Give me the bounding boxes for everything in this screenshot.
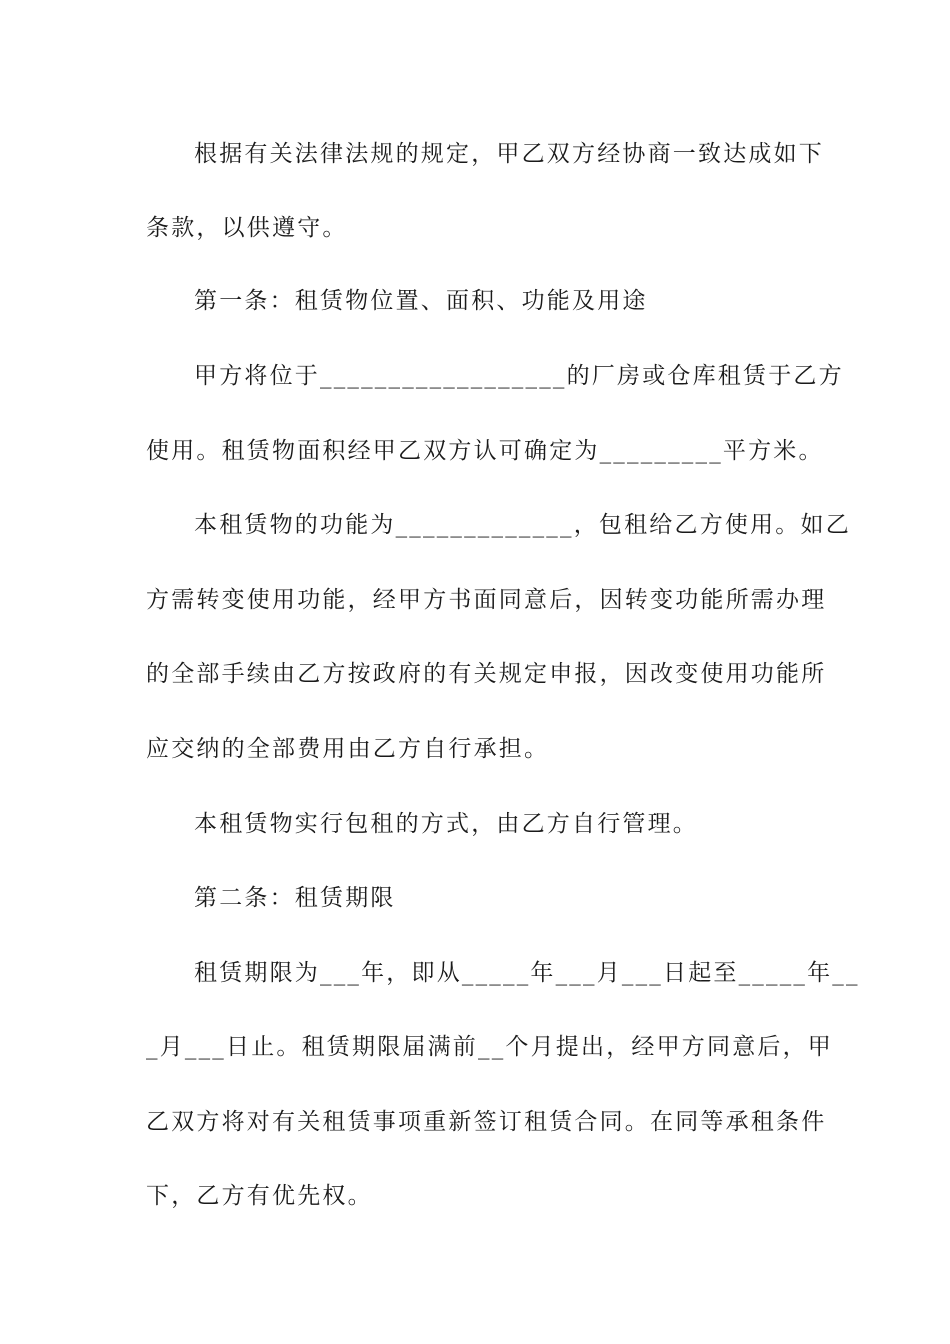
article-2-term-line-4: 下，乙方有优先权。: [146, 1183, 373, 1209]
article-1-heading: 第一条：租赁物位置、面积、功能及用途: [194, 288, 648, 314]
article-1-function-line-4: 应交纳的全部费用由乙方自行承担。: [146, 736, 550, 762]
article-2-term-line-3: 乙双方将对有关租赁事项重新签订租赁合同。在同等承租条件: [146, 1109, 827, 1135]
paragraph-intro-line-2: 条款，以供遵守。: [146, 215, 348, 241]
article-1-function-line-3: 的全部手续由乙方按政府的有关规定申报，因改变使用功能所: [146, 661, 827, 687]
article-1-location-line-2: 使用。租赁物面积经甲乙双方认可确定为_________平方米。: [146, 438, 824, 464]
paragraph-intro-line-1: 根据有关法律法规的规定，甲乙双方经协商一致达成如下: [194, 141, 824, 167]
article-1-function-line-2: 方需转变使用功能，经甲方书面同意后，因转变功能所需办理: [146, 587, 827, 613]
article-2-term-line-1: 租赁期限为___年，即从_____年___月___日起至_____年__: [194, 960, 860, 986]
article-1-management-line: 本租赁物实行包租的方式，由乙方自行管理。: [194, 811, 698, 837]
article-2-heading: 第二条：租赁期限: [194, 885, 396, 911]
article-1-location-line-1: 甲方将位于__________________的厂房或仓库租赁于乙方: [194, 363, 844, 389]
article-2-term-line-2: _月___日止。租赁期限届满前__个月提出，经甲方同意后，甲: [146, 1034, 833, 1060]
article-1-function-line-1: 本租赁物的功能为_____________，包租给乙方使用。如乙: [194, 512, 851, 538]
